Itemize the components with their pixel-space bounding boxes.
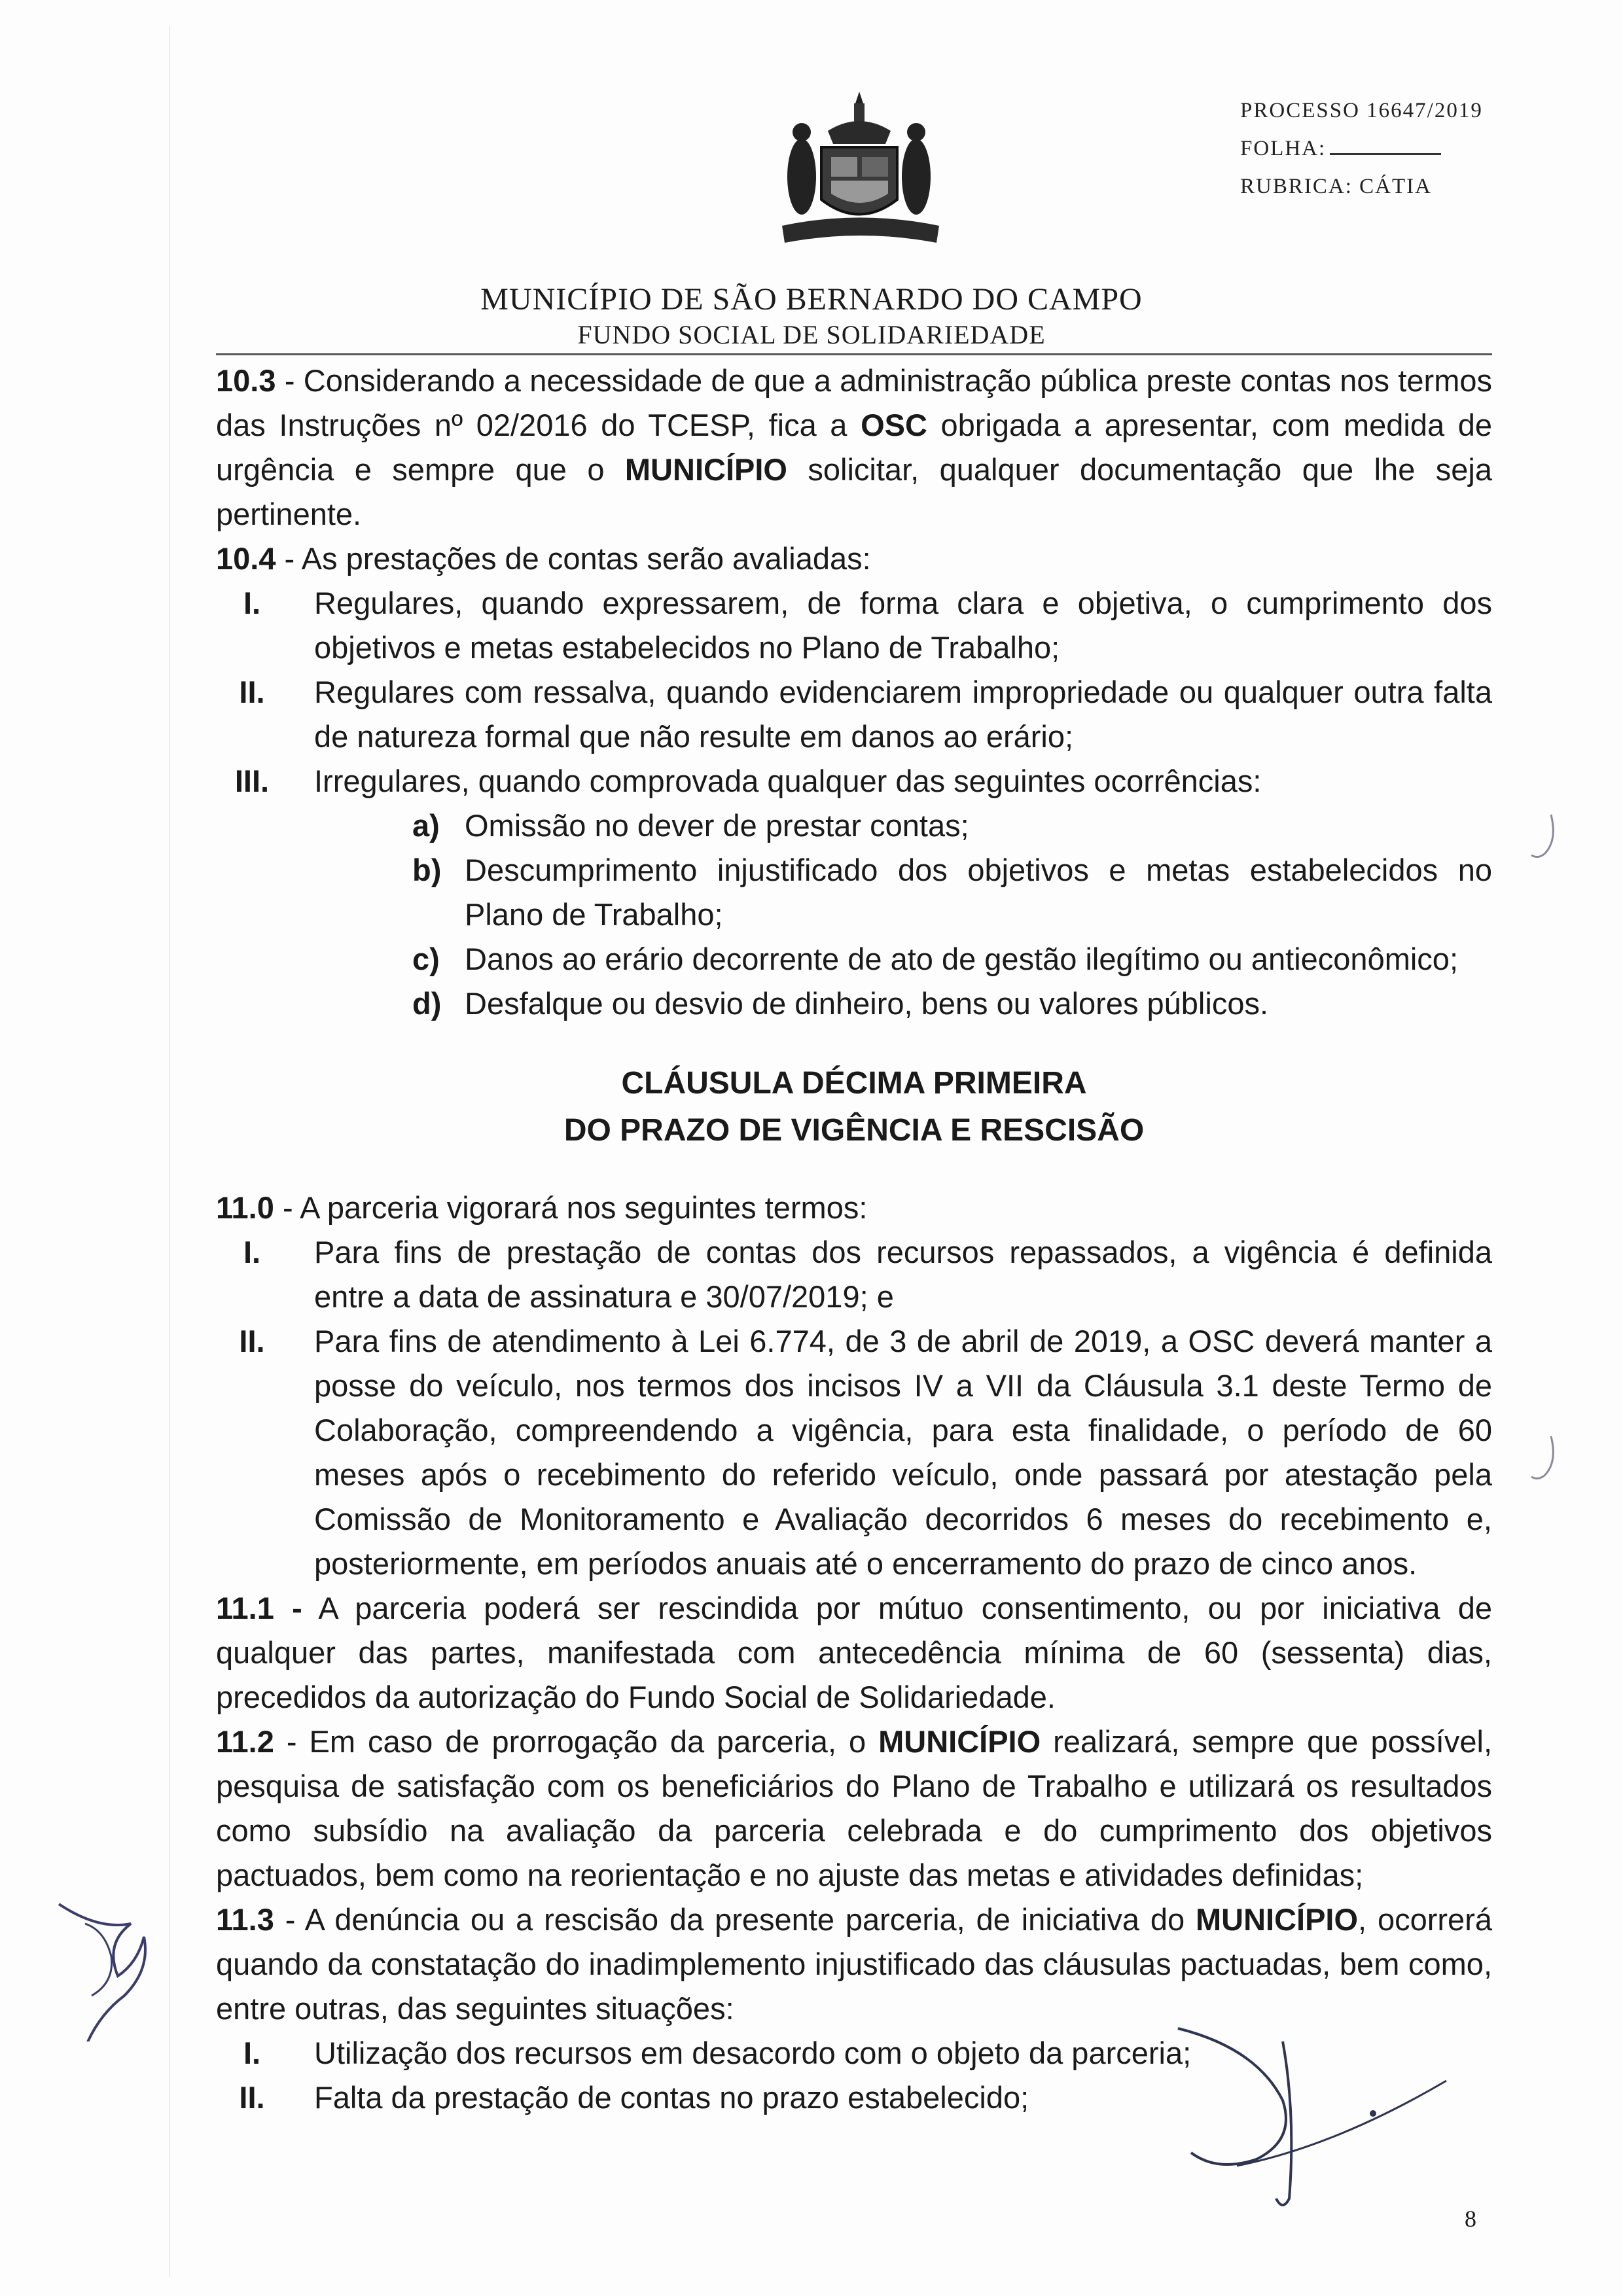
paragraph-text: , ocorrerá quando da constatação do inadimplemento injustificado das cláusulas pactuadas, bem como, entre outras, das seguintes situações: — [216, 1902, 1492, 2026]
list-item — [216, 670, 1492, 759]
clause-subtitle: DO PRAZO DE VIGÊNCIA E RESCISÃO — [563, 1113, 1145, 1148]
bold-term: MUNICÍPIO — [878, 1724, 1041, 1759]
item-numeral: I. — [243, 1235, 261, 1269]
rubrica-field: RUBRICA: CÁTIA — [1240, 175, 1432, 198]
rubric-signature — [1126, 2015, 1492, 2225]
item-text: Regulares, quando expressarem, de forma clara e objetiva, o cumprimento dos objetivos e metas estabelecidos no Plano de Trabalho; — [314, 586, 1492, 665]
paragraph-number: 10.3 — [216, 363, 276, 398]
list-item — [216, 759, 1492, 804]
municipality-heading: MUNICÍPIO DE SÃO BERNARDO DO CAMPO — [480, 282, 1143, 317]
paragraph-number: 11.1 - — [216, 1591, 302, 1625]
sub-item-text: Danos ao erário decorrente de ato de gestão ilegítimo ou antieconômico; — [465, 942, 1458, 976]
paragraph-number: 11.3 — [216, 1902, 274, 1937]
sub-item-letter: a) — [412, 808, 440, 843]
sub-item-letter: b) — [412, 853, 442, 887]
item-numeral: I. — [243, 586, 261, 620]
margin-mark — [1525, 1433, 1564, 1485]
item-text: Utilização dos recursos em desacordo com o objeto da parceria; — [314, 2036, 1192, 2070]
sub-item-letter: d) — [412, 986, 442, 1021]
paragraph-11-2 — [216, 1720, 1492, 1898]
sub-item-text: Descumprimento injustificado dos objetivos e metas estabelecidos no Plano de Trabalho; — [465, 853, 1492, 932]
document-body — [216, 359, 1492, 2120]
paragraph-11-1 — [216, 1586, 1492, 1720]
process-number: PROCESSO 16647/2019 — [1240, 99, 1483, 122]
paragraph-text: obrigada a apresentar, com medida de urgência e sempre que o — [216, 408, 1493, 487]
paragraph-number: 11.2 — [216, 1724, 274, 1759]
page-margin-line — [169, 26, 170, 2277]
folha-field — [1240, 130, 1483, 168]
sub-item-text: Omissão no dever de prestar contas; — [465, 808, 969, 843]
process-stamp — [1240, 92, 1483, 205]
paragraph-11-0 — [216, 1186, 1492, 1230]
margin-mark — [1525, 811, 1564, 864]
paragraph-text: - A denúncia ou a rescisão da presente parceria, de iniciativa do — [274, 1902, 1196, 1937]
bold-term: OSC — [861, 408, 927, 442]
sub-item — [216, 848, 1492, 937]
paragraph-text: A parceria poderá ser rescindida por mútuo consentimento, ou por iniciativa de qualquer das partes, manifestada com antecedência mínima de 60 (sessenta) dias, precedidos da autorização do Fundo Social de Solidariedade. — [216, 1591, 1492, 1714]
list-item — [216, 1230, 1492, 1319]
item-numeral: II. — [239, 2080, 265, 2115]
folha-blank — [1330, 153, 1441, 155]
paragraph-number: 11.0 — [216, 1190, 274, 1225]
paragraph-text: realizará, sempre que possível, pesquisa de satisfação com os beneficiários do Plano de Trabalho e utilizará os resultados como subsídio na avaliação da parceria celebrada e do cumprimento dos objetivos pactuados, bem como na reorientação e no ajuste das metas e atividades definidas; — [216, 1724, 1492, 1892]
item-numeral: II. — [239, 1324, 265, 1358]
paragraph-10-3 — [216, 359, 1492, 537]
paragraph-text: - Em caso de prorrogação da parceria, o — [274, 1724, 879, 1759]
paragraph-text: - A parceria vigorará nos seguintes termos: — [274, 1190, 868, 1225]
bold-term: MUNICÍPIO — [624, 452, 787, 487]
sub-item-letter: c) — [412, 942, 440, 976]
sub-item — [216, 937, 1492, 981]
header-rule — [216, 353, 1492, 355]
paragraph-10-4 — [216, 537, 1492, 581]
sub-item-text: Desfalque ou desvio de dinheiro, bens ou valores públicos. — [465, 986, 1269, 1021]
bold-term: MUNICÍPIO — [1195, 1902, 1359, 1937]
folha-label: FOLHA: — [1240, 137, 1327, 160]
paragraph-text: - As prestações de contas serão avaliadas: — [276, 541, 871, 576]
paragraph-text: solicitar, qualquer documentação que lhe seja pertinente. — [216, 452, 1492, 531]
clause-title: CLÁUSULA DÉCIMA PRIMEIRA — [621, 1066, 1087, 1101]
item-numeral: II. — [239, 675, 265, 709]
margin-initials-signature — [46, 1884, 164, 2041]
list-item — [216, 581, 1492, 670]
item-text: Para fins de atendimento à Lei 6.774, de 3 de abril de 2019, a OSC deverá manter a posse do veículo, nos termos dos incisos IV a VII da Cláusula 3.1 deste Termo de Colaboração, compreendendo a vigência, para esta finalidade, o período de 60 meses após o recebimento do referido veículo, onde passará por atestação pela Comissão de Monitoramento e Avaliação decorridos 6 meses do recebimento e, posteriormente, em períodos anuais até o encerramento do prazo de cinco anos. — [314, 1324, 1492, 1581]
item-text: Regulares com ressalva, quando evidenciarem impropriedade ou qualquer outra falta de natureza formal que não resulte em danos ao erário; — [314, 675, 1492, 754]
paragraph-text: - Considerando a necessidade de que a administração pública preste contas nos termos das Instruções nº 02/2016 do TCESP, fica a — [216, 363, 1492, 442]
sub-item — [216, 804, 1492, 848]
fund-heading: FUNDO SOCIAL DE SOLIDARIEDADE — [577, 320, 1046, 349]
item-text: Falta da prestação de contas no prazo estabelecido; — [314, 2080, 1029, 2115]
paragraph-11-3 — [216, 1898, 1492, 2031]
paragraph-number: 10.4 — [216, 541, 276, 576]
item-text: Irregulares, quando comprovada qualquer das seguintes ocorrências: — [314, 764, 1262, 798]
item-numeral: I. — [243, 2036, 261, 2070]
page-number: 8 — [1465, 2206, 1476, 2232]
sub-item — [216, 981, 1492, 1026]
item-text: Para fins de prestação de contas dos recursos repassados, a vigência é definida entre a data de assinatura e 30/07/2019; e — [314, 1235, 1492, 1314]
list-item — [216, 1319, 1492, 1586]
municipal-coat-of-arms — [776, 85, 946, 265]
item-numeral: III. — [234, 764, 270, 798]
